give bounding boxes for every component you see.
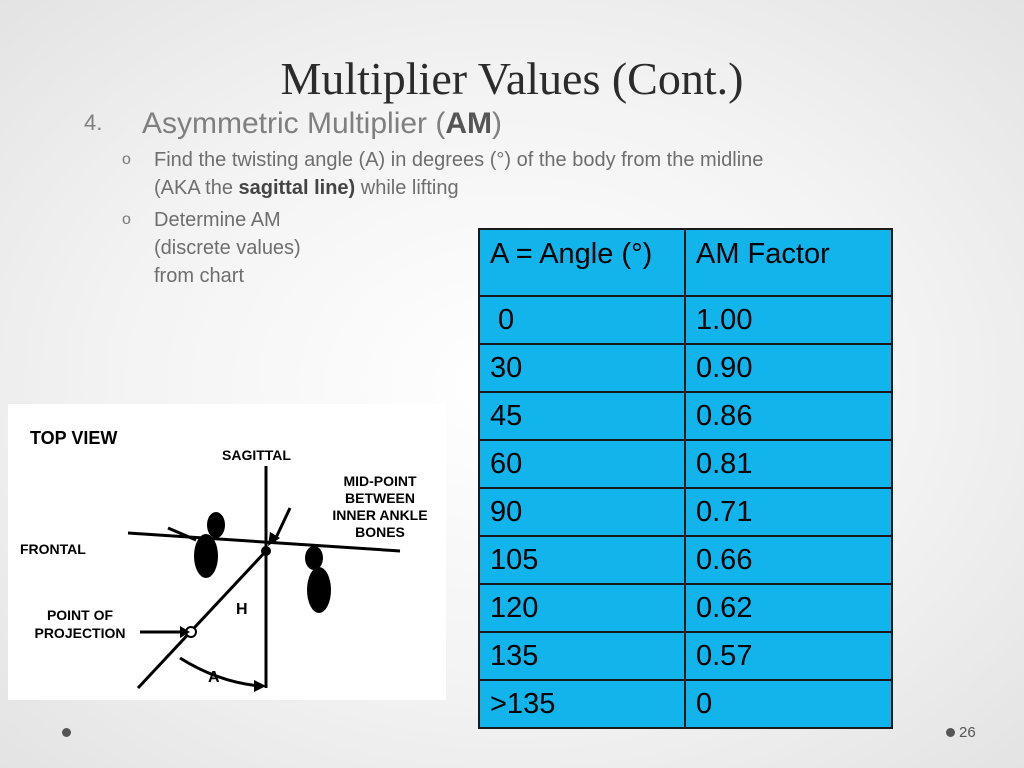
table-header-row: [479, 229, 892, 296]
angle-a-arc: [180, 658, 260, 686]
item-text-bold: AM: [445, 107, 493, 140]
angle-a-arrowhead: [254, 680, 266, 692]
bullet-determine-am: [122, 206, 301, 290]
item-text-after: ): [492, 107, 503, 140]
table-cell-angle: 45: [479, 392, 685, 440]
top-view-label: TOP VIEW: [30, 428, 118, 448]
table-cell-factor: 0: [685, 680, 892, 728]
right-dot-decoration: [946, 728, 955, 737]
top-view-diagram: [8, 404, 446, 700]
table-header-am-factor: AM Factor: [685, 229, 892, 296]
am-factor-table: [478, 228, 893, 729]
table-cell-angle: 60: [479, 440, 685, 488]
bullet-line: Determine AM: [154, 209, 281, 231]
table-row: [479, 680, 892, 728]
table-cell-angle: 120: [479, 584, 685, 632]
table-cell-angle: >135: [479, 680, 685, 728]
midpoint-label: BONES: [355, 524, 405, 540]
midpoint-label: MID-POINT: [343, 473, 417, 489]
right-foot-icon: [305, 546, 331, 613]
frontal-arrow: [168, 528, 196, 540]
bullet-text: while lifting: [355, 177, 459, 199]
midpoint-label: INNER ANKLE: [332, 507, 428, 523]
left-dot-decoration: [62, 728, 71, 737]
page-title: Multiplier Values (Cont.): [280, 53, 744, 104]
frontal-label: FRONTAL: [20, 541, 86, 557]
bullet-line: (discrete values): [154, 237, 301, 259]
table-cell-factor: 0.71: [685, 488, 892, 536]
left-foot-icon: [194, 512, 225, 578]
table-row: [479, 584, 892, 632]
table-row: [479, 440, 892, 488]
item-number: 4.: [84, 110, 103, 135]
table-cell-factor: 0.66: [685, 536, 892, 584]
projection-label: POINT OF: [46, 607, 114, 623]
projection-label: PROJECTION: [34, 625, 126, 641]
page-number: 26: [959, 724, 976, 741]
table-row: [479, 536, 892, 584]
table-cell-factor: 0.90: [685, 344, 892, 392]
item-text-before: Asymmetric Multiplier (: [142, 107, 446, 140]
h-label: H: [236, 601, 248, 618]
table-row: [479, 296, 892, 344]
bullet-marker: o: [122, 211, 131, 228]
table-cell-angle: 135: [479, 632, 685, 680]
bullet-bold: sagittal line): [238, 177, 356, 199]
bullet-marker: o: [122, 151, 131, 168]
table-cell-factor: 0.62: [685, 584, 892, 632]
item-asymmetric-multiplier: [84, 107, 502, 141]
bullet-line: [154, 174, 763, 202]
table-row: [479, 344, 892, 392]
bullet-line: Find the twisting angle (A) in degrees (°) of the body from the midline: [154, 149, 764, 171]
sagittal-label: SAGITTAL: [222, 447, 291, 463]
table-cell-angle: 105: [479, 536, 685, 584]
midpoint-label: BETWEEN: [345, 490, 415, 506]
table-row: [479, 632, 892, 680]
a-label: A: [208, 669, 220, 686]
table-cell-angle: 0: [479, 296, 685, 344]
table-cell-factor: 1.00: [685, 296, 892, 344]
table-header-angle: A = Angle (°): [479, 229, 685, 296]
bullet-line: from chart: [154, 265, 245, 287]
table-cell-factor: 0.57: [685, 632, 892, 680]
asymmetry-angle-figure: [8, 404, 446, 700]
bullet-text: (AKA the: [154, 177, 239, 199]
table-row: [479, 392, 892, 440]
bullet-twisting-angle: [122, 146, 763, 202]
table-cell-factor: 0.86: [685, 392, 892, 440]
table-cell-angle: 30: [479, 344, 685, 392]
table-row: [479, 488, 892, 536]
table-cell-angle: 90: [479, 488, 685, 536]
table-cell-factor: 0.81: [685, 440, 892, 488]
